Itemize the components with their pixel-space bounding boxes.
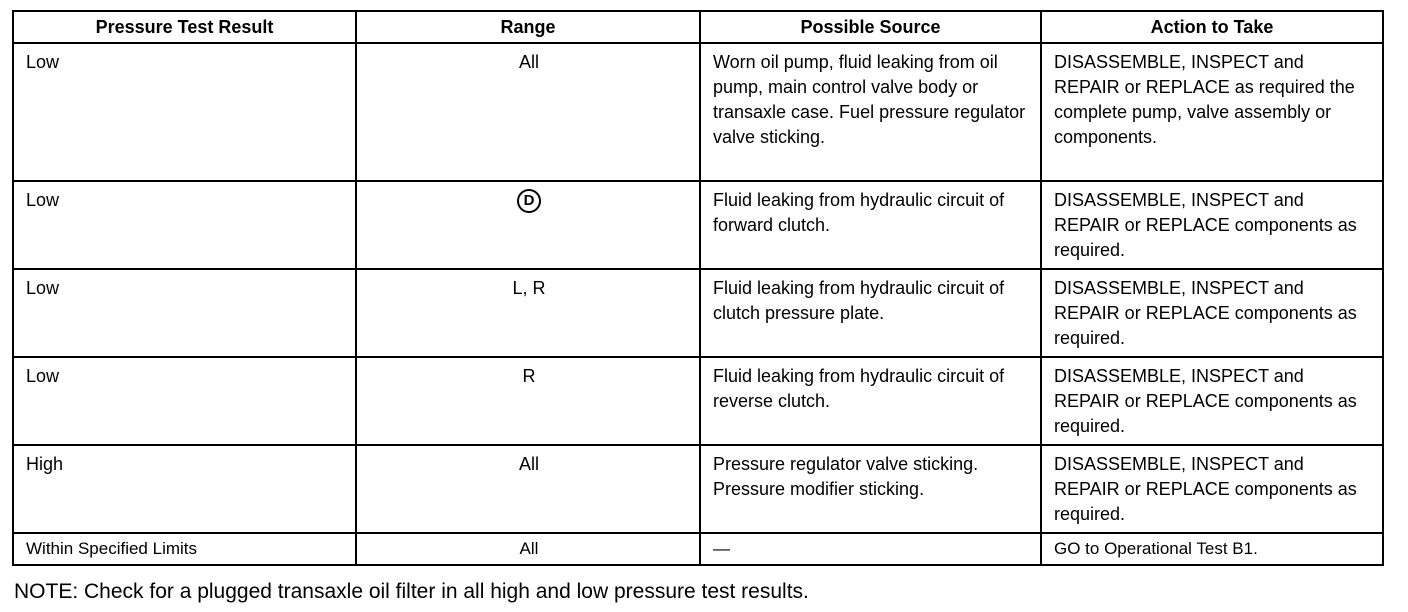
range-cell: All — [356, 533, 700, 565]
table-header-row — [13, 11, 1383, 43]
footnote: NOTE: Check for a plugged transaxle oil filter in all high and low pressure test results. — [14, 580, 809, 603]
source-cell: — — [700, 533, 1041, 565]
column-header-possible-source: Possible Source — [700, 11, 1041, 43]
pressure-test-table — [12, 10, 1384, 566]
action-cell: GO to Operational Test B1. — [1041, 533, 1383, 565]
action-cell: DISASSEMBLE, INSPECT and REPAIR or REPLACE as required the complete pump, valve assembly or components. — [1041, 43, 1383, 181]
result-cell: Low — [13, 43, 356, 181]
range-cell: All — [356, 445, 700, 533]
result-cell: High — [13, 445, 356, 533]
action-cell: DISASSEMBLE, INSPECT and REPAIR or REPLACE components as required. — [1041, 357, 1383, 445]
source-cell: Fluid leaking from hydraulic circuit of reverse clutch. — [700, 357, 1041, 445]
action-cell: DISASSEMBLE, INSPECT and REPAIR or REPLACE components as required. — [1041, 181, 1383, 269]
action-cell: DISASSEMBLE, INSPECT and REPAIR or REPLACE components as required. — [1041, 445, 1383, 533]
column-header-pressure-test-result: Pressure Test Result — [13, 11, 356, 43]
table-row — [13, 269, 1383, 357]
action-cell: DISASSEMBLE, INSPECT and REPAIR or REPLACE components as required. — [1041, 269, 1383, 357]
table-row — [13, 533, 1383, 565]
source-cell: Fluid leaking from hydraulic circuit of forward clutch. — [700, 181, 1041, 269]
range-cell — [356, 181, 700, 269]
source-cell: Worn oil pump, fluid leaking from oil pump, main control valve body or transaxle case. Fuel pressure regulator valve sticking. — [700, 43, 1041, 181]
result-cell: Low — [13, 181, 356, 269]
source-cell: Fluid leaking from hydraulic circuit of clutch pressure plate. — [700, 269, 1041, 357]
column-header-range: Range — [356, 11, 700, 43]
range-cell: R — [356, 357, 700, 445]
table-row — [13, 445, 1383, 533]
table-row — [13, 43, 1383, 181]
result-cell: Low — [13, 357, 356, 445]
table-row — [13, 181, 1383, 269]
table-row — [13, 357, 1383, 445]
range-cell: All — [356, 43, 700, 181]
result-cell: Within Specified Limits — [13, 533, 356, 565]
range-cell: L, R — [356, 269, 700, 357]
column-header-action-to-take: Action to Take — [1041, 11, 1383, 43]
circled-range-symbol: D — [517, 189, 541, 213]
source-cell: Pressure regulator valve sticking. Pressure modifier sticking. — [700, 445, 1041, 533]
result-cell: Low — [13, 269, 356, 357]
